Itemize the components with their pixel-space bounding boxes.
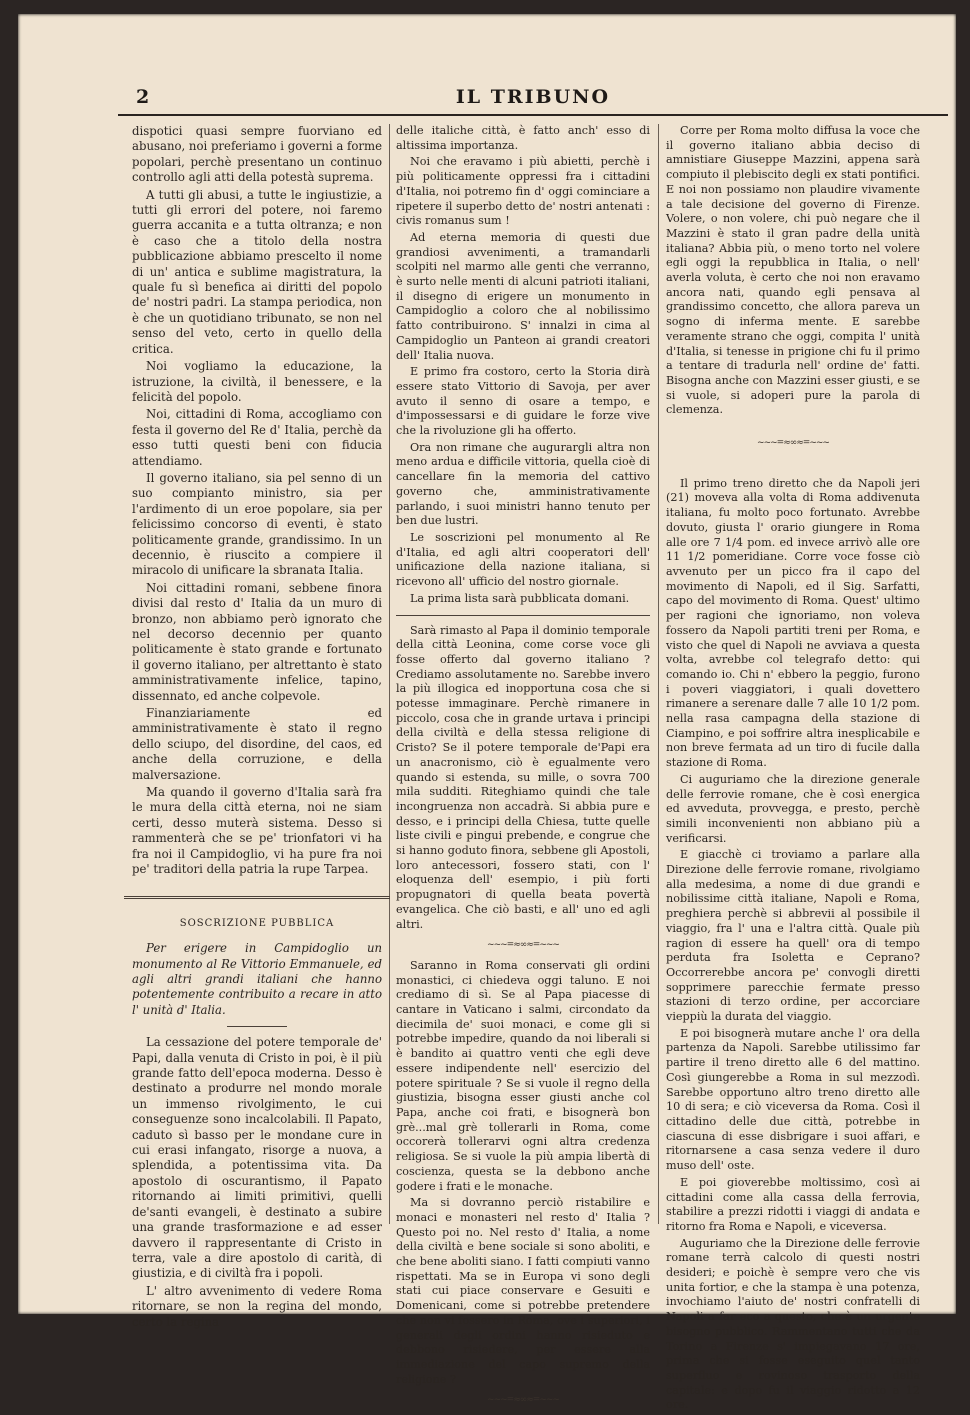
paragraph: delle italiche città, è fatto anch' esso di altissima importanza. (396, 124, 650, 152)
paragraph: Ad eterna memoria di questi due grandiosi avvenimenti, a tramandarli scolpiti nel marmo alle genti che verranno, è surto nelle menti di alcuni patrioti italiani, il disegno di erigere un monumento in Campidoglio a coloro che al nobilissimo fatto contribuirono. S' innalzi in cima al Campidoglio un Panteon ai grandi creatori dell' Italia nuova. (396, 230, 650, 362)
paragraph: Ora non rimane che augurargli altra non meno ardua e difficile vittoria, quella cioè di cancellare fin la memoria del cattivo governo che, amministrativamente parlando, i suoi ministri hanno tenuto per ben due lustri. (396, 440, 650, 528)
paragraph: Finanziariamente ed amministrativamente è stato il regno dello sciupo, del disordine, del caos, ed anche della corruzione, e della malversazione. (132, 706, 382, 782)
paragraph: Ci auguriamo che la direzione generale delle ferrovie romane, che è così energica ed avveduta, provvegga, e presto, perchè simili inconvenienti non abbiano più a verificarsi. (666, 772, 920, 845)
section-divider (124, 896, 390, 899)
column-rule-2 (658, 124, 659, 1224)
page-number: 2 (136, 86, 150, 108)
paragraph: Il primo treno diretto che da Napoli jeri (21) moveva alla volta di Roma addivenuta italiana, fu molto poco fortunato. Avrebbe dovuto, giusta l' orario giungere in Roma alle ore 7 1/4 pom. ed invece arrivò alle ore 11 1/2 pomeridiane. Corre voce fosse ciò avvenuto per un picco fra il capo del movimento di Napoli, ed il Sig. Sarfatti, capo del movimento di Roma. Quest' ultimo per ragioni che ignoriamo, non voleva fossero da Napoli partiti treni per Roma, e visto che quel di Napoli ne avviava a questa volta, avrebbe col telegrafo detto: qui comando io. Chi n' ebbero la peggio, furono i poveri viaggiatori, i quali dovettero rimanere a serenare dalle 7 alle 10 1/2 pom. nella rasa campagna della stazione di Ciampino, e poi soffrire altra inesplicabile e non breve fermata ad un tiro di fucile dalla stazione di Roma. (666, 476, 920, 770)
column-1 (132, 124, 382, 1332)
column-rule-1 (389, 124, 390, 1224)
ornament-divider: ~~~=≈∞≈=~~~ (757, 438, 829, 449)
paragraph: A tutti gli abusi, a tutte le ingiustizie, a tutti gli errori del potere, noi faremo guerra accanita e a tutta oltranza; e non è caso che a titolo della nostra pubblicazione abbiamo prescelto il nome di un' antica e sublime magistratura, la quale fu sì benefica ai diritti del popolo de' nostri padri. La stampa periodica, non è che un quotidiano tribunato, se non nel senso del veto, certo in quello della critica. (132, 187, 382, 356)
paragraph: La cessazione del potere temporale de' Papi, dalla venuta di Cristo in poi, è il più grande fatto dell'epoca moderna. Desso è destinato a produrre nel mondo morale un immenso rivolgimento, le cui conseguenze sono incalcolabili. Il Papato, caduto sì basso per le mondane cure in cui erasi infangato, risorge a nuova, a splendida, a potentissima vita. Da apostolo di oscurantismo, il Papato ritornando ai limiti primitivi, quelli de'santi evangeli, è destinato a subire una grande trasformazione e ad esser davvero il rappresentante di Cristo in terra, vale a dire apostolo di carità, di giustizia, e di civiltà fra i popoli. (132, 1035, 382, 1281)
paragraph: Il governo italiano, sia pel senno di un suo compianto ministro, sia per l'ardimento di un eroe popolare, sia per felicissimo concorso di eventi, è stato politicamente grande, grandissimo. In un decennio, è riuscito a compiere il miracolo di unificare la sbranata Italia. (132, 470, 382, 578)
paragraph: Le soscrizioni pel monumento al Re d'Italia, ed agli altri cooperatori dell' unificazione della nazione italiana, si ricevono all' ufficio del nostro giornale. (396, 530, 650, 589)
paragraph: dispotici quasi sempre fuorviano ed abusano, noi preferiamo i governi a forme popolari, perchè presentano un continuo controllo agli atti della potestà suprema. (132, 124, 382, 185)
subscription-intro: Per erigere in Campidoglio un monumento al Re Vittorio Emmanuele, ed agli altri grandi italiani che hanno potentemente contribuito a recare in atto l' unità d' Italia. (132, 941, 382, 1017)
paragraph: Sarà rimasto al Papa il dominio temporale della città Leonina, come corse voce gli fosse offerto dal governo italiano ? Crediamo assolutamente no. Sarebbe invero la più illogica ed inopportuna cosa che si potesse immaginare. Perchè rimanere in piccolo, cosa che in grande urtava i principi della civiltà e della stessa religione di Cristo? Se il potere temporale de'Papi era un anacronismo, ciò è egualmente vero quando si estenda, su mille, o sovra 700 mila sudditi. Riteghiamo quindi che tale incongruenza non accadrà. Si abbia pure e desso, e i principi della Chiesa, tutte quelle liste civili e pingui prebende, e congrue che si hanno goduto finora, sebbene gli Apostoli, loro antecessori, fossero stati, con l' eloquenza dell' esempio, i più forti propugnatori di quella beata povertà evangelica. Che ciò basti, e all' uno ed agli altri. (396, 623, 650, 931)
paragraph: Corre per Roma molto diffusa la voce che il governo italiano abbia deciso di amnistiare Giuseppe Mazzini, appena sarà compiuto il plebiscito degli ex stati pontifici. E noi non possiamo non plaudire vivamente a tale decisione del governo di Firenze. Volere, o non volere, chi può negare che il Mazzini è stato il gran padre della unità italiana? Abbia più, o meno torto nel volere egli oggi la repubblica in Italia, o nell' averla voluta, è certo che noi non eravamo ancora nati, quando egli pensava al grandissimo concetto, che allora pareva un sogno di inferma mente. E sarebbe veramente strano che oggi, compita l' unità d'Italia, si tenesse in prigione chi fu il primo a tentare di tradurla nell' ordine de' fatti. Bisogna anche con Mazzini esser giusti, e se si vuole, si adoperi pure la parola di clemenza. (666, 124, 920, 417)
paragraph: Auguriamo che la Direzione delle ferrovie romane terrà calcolo di questi nostri desideri; e poichè è sempre vero che vis unita fortior, e che la stampa è una potenza, invochiamo l'aiuto de' nostri confratelli di Napoli a far eco a questo, che è un urgente bisogno pubblico. Rammentano tutti che da Torino a Firenze s' impiegavano 17 ore, prima che si fosse eseguito quel tanto superfluo e rovinoso trasporto della capitale: e dopo fu il viaggio ridotto a 12 ore. (666, 1236, 920, 1412)
paragraph: E poi bisognerà mutare anche l' ora della partenza da Napoli. Sarebbe utilissimo far partire il treno diretto alle 6 del mattino. Così giungerebbe a Roma in sul mezzodì. Sarebbe opportuno altro treno diretto alle 10 di sera; e ciò viceversa da Roma. Così il cittadino delle due città, potrebbe in ciascuna di esse disbrigare i suoi affari, e ritornarsene a casa senza vedere il duro muso dell' oste. (666, 1026, 920, 1173)
paragraph: E primo fra costoro, certo la Storia dirà essere stato Vittorio di Savoja, per aver avuto il senno di osare a tempo, e d'impossessarsi e di guidare le forze vive che la rivoluzione gli ha offerto. (396, 365, 650, 438)
paragraph: Noi vogliamo la educazione, la istruzione, la civiltà, il benessere, e la felicità del popolo. (132, 359, 382, 404)
rule (227, 1026, 287, 1027)
paragraph: Ma quando il governo d'Italia sarà fra le mura della città eterna, noi ne siam certi, desso muterà sistema. Desso si rammenterà che se pe' trionfatori vi ha fra noi il Campidoglio, vi ha pure fra noi pe' traditori della patria la rupe Tarpea. (132, 785, 382, 877)
column-2 (396, 124, 650, 1414)
paragraph: E poi gioverebbe moltissimo, così ai cittadini come alla cassa della ferrovia, stabilire a prezzi ridotti i viaggi di andata e ritorno fra Roma e Napoli, e viceversa. (666, 1175, 920, 1233)
paragraph: Noi, cittadini di Roma, accogliamo con festa il governo del Re d' Italia, perchè da esso tutti questi beni con fiducia attendiamo. (132, 407, 382, 468)
column-3 (666, 124, 920, 1415)
ornament-divider: ~~~=≈∞≈=~~~ (487, 940, 559, 951)
paragraph: Noi cittadini romani, sebbene finora divisi dal resto d' Italia da un muro di bronzo, non abbiamo però ignorato che nel decorso decennio per quanto politicamente è stato grande e fortunato il governo italiano, per altrettanto è stato amministrativamente infelice, tapino, dissennato, ed anche colpevole. (132, 580, 382, 703)
paragraph: E giacchè ci troviamo a parlare alla Direzione delle ferrovie romane, rivolgiamo alla medesima, a nome di due grandi e nobilissime città italiane, Napoli e Roma, preghiera perchè si abbrevii al possibile il viaggio, fra l' una e l'altra città. Quale più ragion di essere ha quell' ora di tempo perduta fra Isoletta e Ceprano? Occorrerebbe ancora pe' convogli diretti sopprimere parecchie fermate presso stazioni di terzo ordine, per accorciare vieppiù la durata del viaggio. (666, 848, 920, 1024)
paragraph: La prima lista sarà pubblicata domani. (410, 591, 630, 605)
masthead (118, 86, 948, 116)
newspaper-title: IL TRIBUNO (455, 86, 611, 108)
subscription-heading: SOSCRIZIONE PUBBLICA (179, 917, 335, 929)
ornament-divider: ~~~=≈∞≈=~~~ (487, 1395, 559, 1406)
rule (396, 615, 650, 616)
paragraph: Saranno in Roma conservati gli ordini monastici, ci chiedeva oggi taluno. E noi crediamo di sì. Se al Papa piacesse di cantare in Vaticano i salmi, circondato da diecimila de' suoi monaci, e come gli si potrebbe impedire, quando da noi liberali si è bandito ai quattro venti che egli deve essere indipendente nell' esercizio del potere spirituale ? Se si vuole il regno della giustizia, bisogna esser giusti anche col Papa, anche coi frati, e bisognerà bon grè...mal grè tollerarli in Roma, come occorerà tollerarvi ogni altra credenza religiosa. Se si vuole la più ampia libertà di coscienza, questa se la debbono anche godere i frati e le monache. (396, 958, 650, 1193)
paragraph: L' altro avvenimento di vedere Roma ritornare, se non la regina del mondo, certo la regina (132, 1283, 382, 1329)
paragraph: Ma si dovranno perciò ristabilire e monaci e monasteri nel resto d' Italia ? Questo poi no. Nel resto d' Italia, a nome della civiltà e bene sociale si sono aboliti, e che bene aboliti siano. I fatti compiuti vanno rispettati. Ma se in Europa vi sono degli stati cui piace conservare e Gesuiti e Domenicani, come si potrebbe pretendere che non vi fossero in Roma, ove i superiori, i generali degli ordini hanno risieduto e debbono risiedere, per essere alla immediazione del capo supremo della religione ? (396, 1196, 650, 1386)
paragraph: Noi che eravamo i più abietti, perchè i più politicamente oppressi fra i cittadini d'Italia, noi potremo fin d' oggi cominciare a ripetere il superbo detto de' nostri antenati : civis romanus sum ! (396, 155, 650, 228)
